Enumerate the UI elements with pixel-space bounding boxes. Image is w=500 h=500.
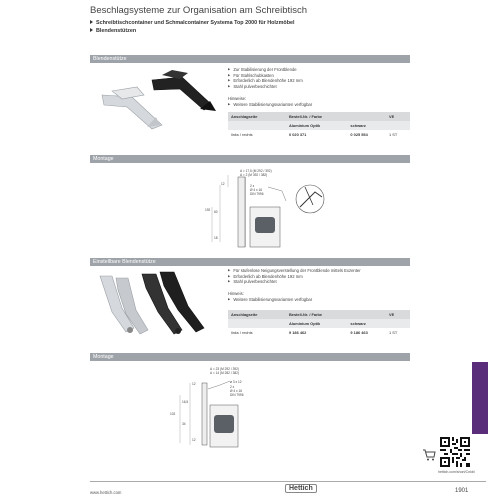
footer-divider [90,481,486,482]
bullet-item: ▶ Erforderlich ab Blendenhöhe 192 mm [228,78,303,84]
section-bar-blendenstuetze: Blendenstütze [90,55,410,63]
bullet-item: ▶ Erforderlich ab Blendenhöhe 192 mm [228,274,361,280]
dim-v1: 12 [192,382,196,386]
hint-label: Hinweise: [228,96,247,101]
dim-v1: 12 [221,182,225,186]
product-image-blendenstuetze [92,65,222,135]
assembly-drawing-2 [150,365,350,450]
bullet-item: ▶ Stahl pulverbeschichtet [228,279,361,285]
screw-din: DIN 7996 [230,393,244,397]
th-anschlagseite: Anschlagseite [228,112,286,121]
qr-code[interactable] [440,437,470,467]
order-table-1 [228,112,410,139]
dim-v2: 192 [205,208,211,212]
cell-order-alu: 0 020 371 [289,132,307,137]
hint-label: Hinweis: [228,291,244,296]
cell-order-alu: 9 186 462 [289,330,307,335]
order-table-2 [228,310,410,337]
screw-count: 2 x [230,385,235,389]
section-bar-montage-2: Montage [90,353,410,361]
th-color-black: schwarz [347,319,386,328]
dim-b: A = 14 (M 282 / 382) [210,371,239,375]
dim-v3: 16,5 [182,400,189,404]
th-anschlagseite: Anschlagseite [228,310,286,319]
bullet-item: ▶ Zur Stabilisierung der Frontblende [228,67,303,73]
th-bestell-nr: Bestell-Nr. / Farbe [286,310,386,319]
th-color-alu: Aluminium Optik [286,121,347,130]
bullet-list-1 [228,67,303,89]
screw-count: 2 x [250,184,255,188]
subtitle-1: Schreibtischcontainer und Schmalcontainer Systema Top 2000 für Holzmöbel [90,20,295,26]
hint-block-2 [228,291,312,302]
pin-size: ø 3 x 12 [230,380,242,384]
dim-v3: 60 [214,210,218,214]
cart-icon [422,448,436,460]
table-row [228,328,410,337]
triangle-icon [90,20,93,24]
cell-side: links / rechts [231,132,253,137]
dim-v2: 102 [170,412,176,416]
cell-order-black: 9 186 463 [350,330,368,335]
th-ve: VE [386,310,410,319]
dim-a: A = 17,5 (M 292 / 392) [240,169,272,173]
dim-b: A = 2 (M 392 / 382) [240,173,268,177]
th-color-alu: Aluminium Optik [286,319,347,328]
assembly-drawing-1 [150,167,350,252]
screw-size: Ø 4 x 16 [230,389,243,393]
cell-ve: 1 ST [389,330,398,335]
bullet-list-2 [228,268,361,285]
page-number: 1901 [455,488,469,494]
footer-url[interactable]: www.hettich.com [90,490,122,495]
screw-din: DIN 7996 [250,192,264,196]
cell-ve: 1 ST [389,132,398,137]
section-bar-einstellbare: Einstellbare Blendenstütze [90,258,410,266]
dim-v5: 12 [192,438,196,442]
qr-url[interactable]: hettich.com/short/Cnkkt [438,470,475,474]
hint-text: ▶ Weitere Stabilisierungsvarianten verfügbar [228,297,312,302]
dim-a: A = 23 (M 292 / 392) [210,367,239,371]
table-row [228,130,410,139]
th-color-black: schwarz [347,121,386,130]
subtitle-2: Blendenstützen [90,28,136,34]
brand-logo: Hettich [285,484,317,493]
bullet-item: ▶ Stahl pulverbeschichtet [228,84,303,90]
dim-v4: 34 [182,422,186,426]
screw-size: Ø 4 x 16 [250,188,263,192]
cell-side: links / rechts [231,330,253,335]
th-ve: VE [386,112,410,121]
hint-text: ▶ Weitere Stabilisierungsvarianten verfügbar [228,102,312,107]
product-image-einstellbare [92,268,222,338]
triangle-icon [90,28,93,32]
bullet-item: ▶ Für stufenlose Neigungsverstellung der Frontblende mittels Exzenter [228,268,361,274]
dim-v4: 18 [214,236,218,240]
section-bar-montage-1: Montage [90,155,410,163]
cell-order-black: 0 025 554 [350,132,368,137]
th-bestell-nr: Bestell-Nr. / Farbe [286,112,386,121]
bullet-item: ▶ Für Stahlschubkasten [228,73,303,79]
chapter-tab [472,362,488,434]
page-title: Beschlagsysteme zur Organisation am Schreibtisch [90,5,308,16]
hint-block-1 [228,96,312,107]
